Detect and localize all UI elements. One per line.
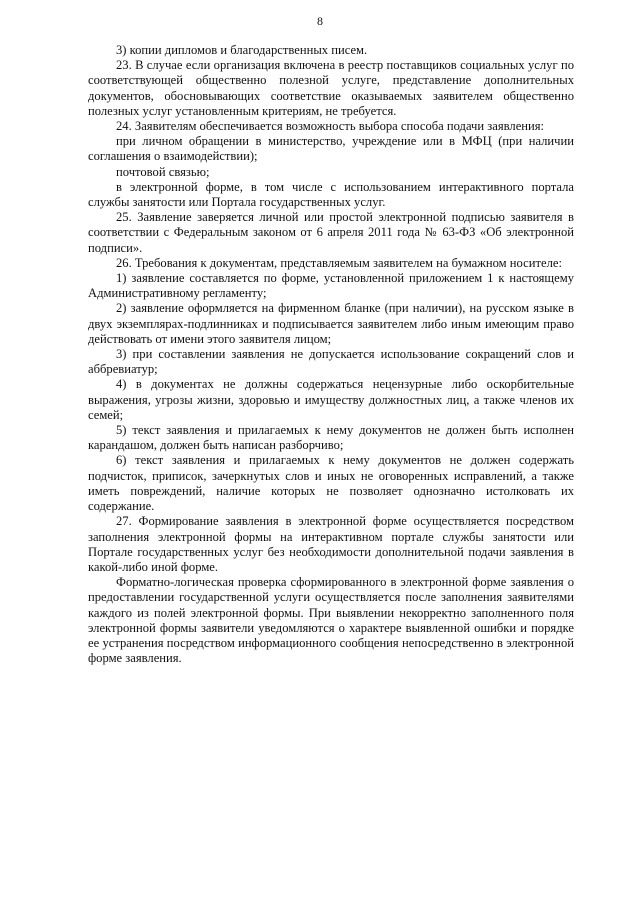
paragraph: в электронной форме, в том числе с использованием интерактивного портала службы занятости или Портала государственных услуг. xyxy=(88,179,574,210)
paragraph: 5) текст заявления и прилагаемых к нему документов не должен быть исполнен карандашом, должен быть написан разборчиво; xyxy=(88,423,574,453)
paragraph: 27. Формирование заявления в электронной форме осуществляется посредством заполнения электронной формы на интерактивном портале службы занятости или Портале государственных услуг без необходимости дополнительной подачи заявления в какой-либо иной форме. xyxy=(88,514,574,574)
paragraph: Форматно-логическая проверка сформированного в электронной форме заявления о предоставлении государственной услуги осуществляется после заполнения заявителями каждого из полей электронной формы. При выявлении некорректно заполненного поля электронной формы заявители уведомляются о характере выявленной ошибки и порядке ее устранения посредством информационного сообщения непосредственно в электронной форме заявления. xyxy=(88,575,574,666)
paragraph: 26. Требования к документам, представляемым заявителем на бумажном носителе: xyxy=(116,255,562,270)
paragraph: 4) в документах не должны содержаться нецензурные либо оскорбительные выражения, угрозы жизни, здоровью и имуществу должностных лиц, а также членов их семей; xyxy=(88,377,574,422)
paragraph: при личном обращении в министерство, учреждение или в МФЦ (при наличии соглашения о взаимодействии); xyxy=(88,134,574,164)
paragraph: 23. В случае если организация включена в реестр поставщиков социальных услуг по соответствующей общественно полезной услуге, представление дополнительных документов, обосновывающих соответствие оказываемых заявителем общественно полезных услуг установленным критериям, не требуется. xyxy=(88,58,574,118)
paragraph: 2) заявление оформляется на фирменном бланке (при наличии), на русском языке в двух экземплярах-подлинниках и подписывается заявителем либо иным имеющим право действовать от имени этого заявителя лицом; xyxy=(88,301,574,346)
paragraph: 25. Заявление заверяется личной или простой электронной подписью заявителя в соответствии с Федеральным законом от 6 апреля 2011 года № 63-ФЗ «Об электронной подписи». xyxy=(88,210,574,255)
paragraph: 3) копии дипломов и благодарственных писем. xyxy=(116,43,368,57)
paragraph: 6) текст заявления и прилагаемых к нему документов не должен содержать подчисток, приписок, зачеркнутых слов и иных не оговоренных исправлений, а также иметь повреждений, наличие которых не позволяет однозначно истолковать их содержание. xyxy=(88,453,574,514)
page-number: 8 xyxy=(317,14,323,28)
paragraph: почтовой связью; xyxy=(116,164,210,179)
document-body xyxy=(88,43,574,666)
paragraph: 3) при составлении заявления не допускается использование сокращений слов и аббревиатур; xyxy=(88,347,574,377)
paragraph: 1) заявление составляется по форме, установленной приложением 1 к настоящему Административному регламенту; xyxy=(88,271,574,301)
paragraph: 24. Заявителям обеспечивается возможность выбора способа подачи заявления: xyxy=(116,119,545,134)
